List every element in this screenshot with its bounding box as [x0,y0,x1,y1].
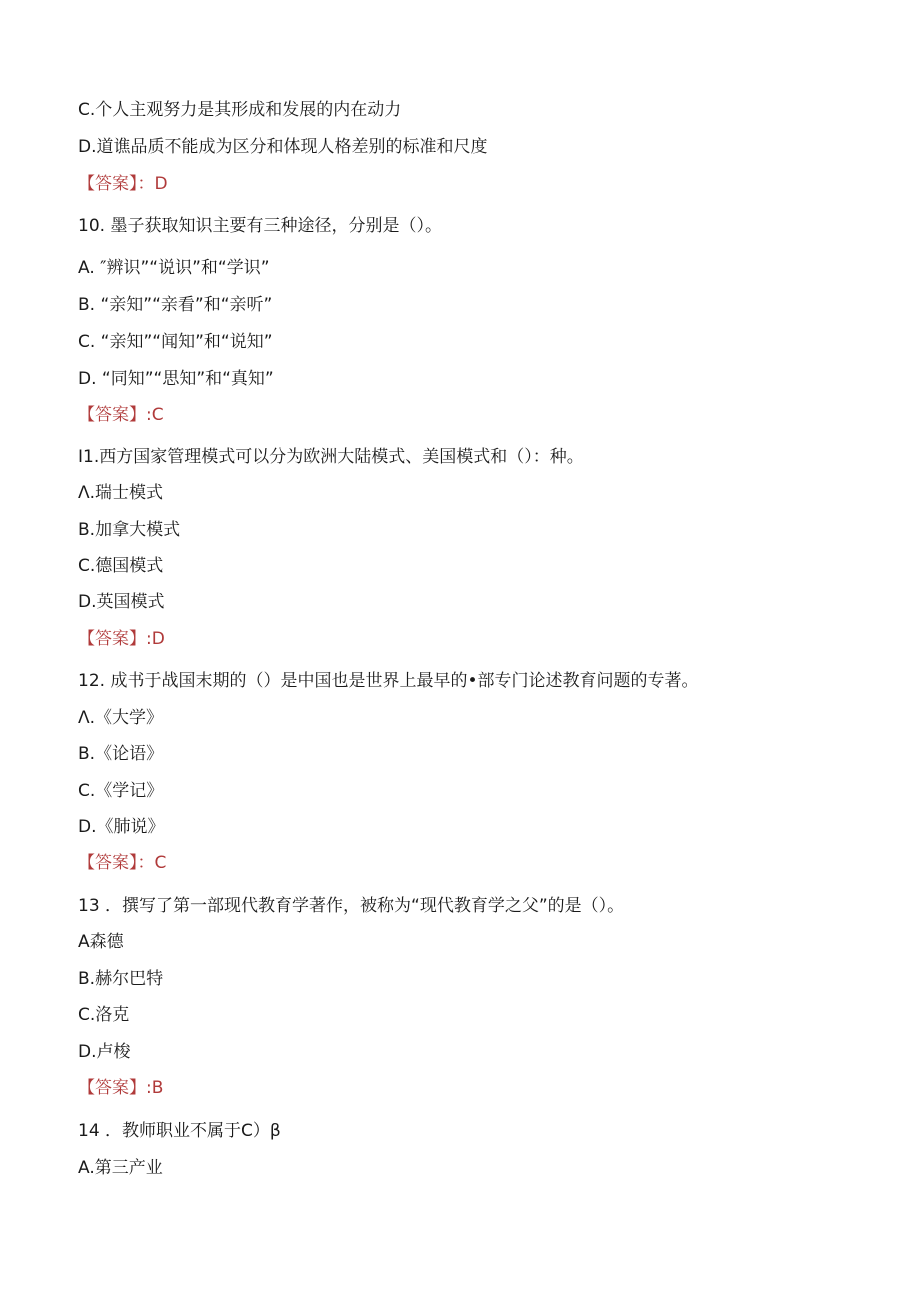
question-13: 13 ．撰写了第一部现代教育学著作，被称为“现代教育学之父”的是（）。 [78,896,625,916]
option-9d: D.道谯品质不能成为区分和体现人格差别的标准和尺度 [78,137,488,157]
option-10d: D. “同知”“思知”和“真知” [78,369,274,389]
option-9c: C.个人主观努力是其形成和发展的内在动力 [78,100,402,120]
answer-9: 【答案】：D [78,174,168,194]
question-12: 12. 成书于战国末期的（）是中国也是世界上最早的•部专门论述教育问题的专著。 [78,671,699,691]
option-10c: C. “亲知”“闻知”和“说知” [78,332,273,352]
answer-10: 【答案】:C [78,405,164,425]
question-14: 14 ．教师职业不属于C）β [78,1121,281,1141]
answer-13: 【答案】:B [78,1078,164,1098]
option-13d: D.卢梭 [78,1042,131,1062]
option-11d: D.英国模式 [78,592,165,612]
option-12b: B.《论语》 [78,744,164,764]
option-13b: B.赫尔巴特 [78,969,164,989]
answer-12: 【答案】：C [78,853,167,873]
option-11c: C.德国模式 [78,556,164,576]
question-10: 10. 墨子获取知识主要有三种途径，分别是（）。 [78,216,442,236]
option-12d: D.《肺说》 [78,817,165,837]
option-13a: A森德 [78,932,124,952]
answer-11: 【答案】:D [78,629,165,649]
question-11: I1.西方国家管理模式可以分为欧洲大陆模式、美国模式和（）：种。 [78,447,584,467]
option-14a: A.第三产业 [78,1158,163,1178]
option-10b: B. “亲知”“亲看”和“亲听” [78,295,273,315]
option-12c: C.《学记》 [78,781,164,801]
option-13c: C.洛克 [78,1005,130,1025]
option-11a: Λ.瑞士模式 [78,483,164,503]
option-12a: Λ.《大学》 [78,708,164,728]
option-10a: A. ″辨识”“说识”和“学识” [78,258,270,278]
option-11b: B.加拿大模式 [78,520,181,540]
